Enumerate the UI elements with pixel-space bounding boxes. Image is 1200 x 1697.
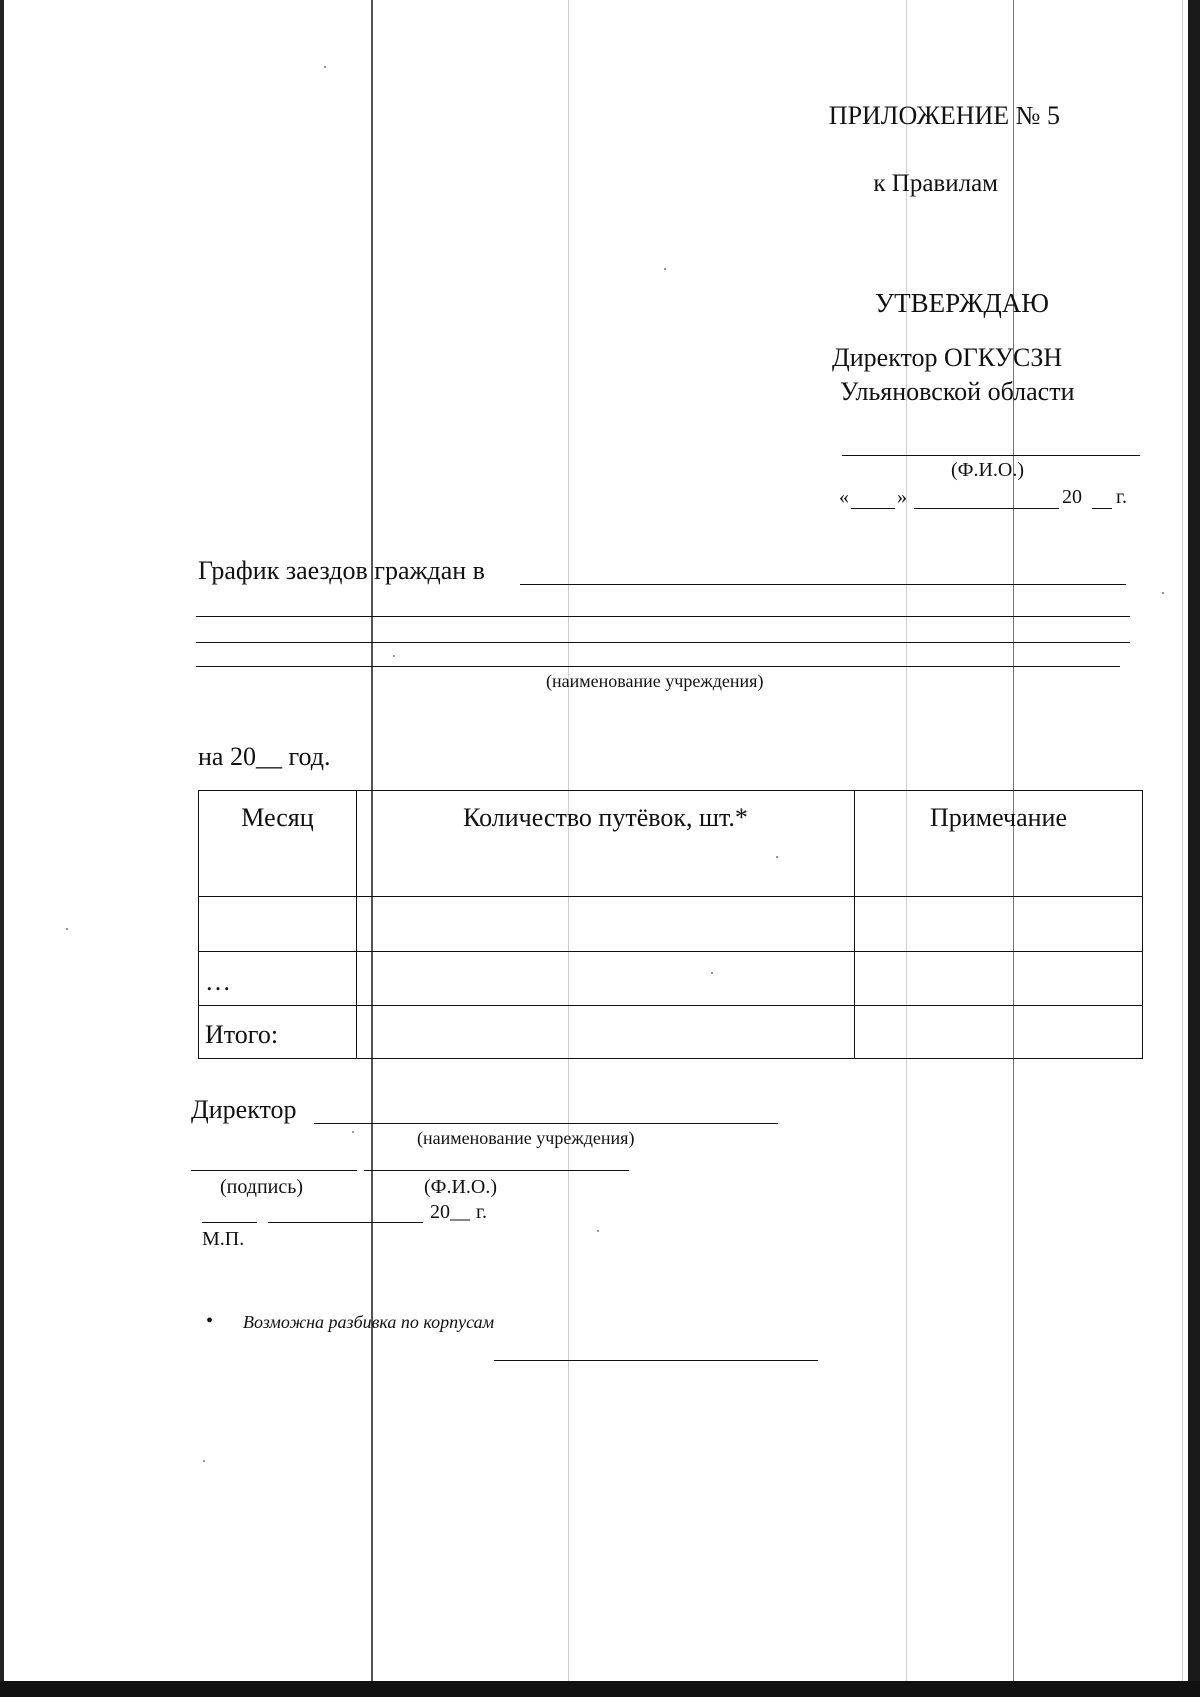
column-header-vouchers: Количество путёвок, шт.* xyxy=(357,791,855,897)
table-cell-note[interactable] xyxy=(855,897,1143,951)
fold-line-faint xyxy=(1182,0,1183,1681)
scan-speck xyxy=(393,655,395,657)
schedule-title: График заездов граждан в xyxy=(198,556,485,585)
approver-signature-line[interactable] xyxy=(842,455,1140,456)
date-close-quote: » xyxy=(897,486,907,508)
director-institution-field[interactable] xyxy=(314,1123,778,1124)
institution-name-field-line4[interactable] xyxy=(196,666,1120,667)
signature-caption: (подпись) xyxy=(220,1176,304,1198)
table-row xyxy=(199,951,1143,1005)
approver-fio-caption: (Ф.И.О.) xyxy=(951,459,1025,481)
institution-name-field[interactable] xyxy=(520,584,1126,585)
table-header-row xyxy=(199,791,1143,897)
end-divider xyxy=(494,1360,818,1361)
sign-date-month-field[interactable] xyxy=(268,1222,423,1223)
date-day-field[interactable] xyxy=(851,508,895,509)
table-cell-total-label: Итого: xyxy=(199,1005,357,1058)
table-cell-month[interactable]: … xyxy=(199,951,357,1005)
column-header-month: Месяц xyxy=(199,791,357,897)
footnote-text: Возможна разбивка по корпусам xyxy=(243,1312,495,1332)
column-header-note: Примечание xyxy=(855,791,1143,897)
director-fio-field[interactable] xyxy=(364,1170,629,1171)
institution-name-field-line3[interactable] xyxy=(196,642,1130,643)
scan-right-edge xyxy=(1188,0,1200,1697)
scan-speck xyxy=(352,1131,354,1133)
table-cell-vouchers[interactable] xyxy=(357,897,855,951)
director-label: Директор xyxy=(191,1095,297,1124)
sign-date-year: 20__ xyxy=(430,1201,470,1223)
schedule-year-line: на 20__ год. xyxy=(198,742,331,771)
table-cell-total-vouchers[interactable] xyxy=(357,1005,855,1058)
approver-title-line2: Ульяновской области xyxy=(840,377,1075,406)
appendix-title: ПРИЛОЖЕНИЕ № 5 xyxy=(828,101,1060,130)
footnote-bullet: • xyxy=(206,1310,214,1332)
rules-reference: к Правилам xyxy=(873,170,998,197)
scan-speck xyxy=(66,928,68,930)
signature-field[interactable] xyxy=(191,1170,357,1171)
table-cell-month[interactable] xyxy=(199,897,357,951)
date-open-quote: « xyxy=(839,486,849,508)
director-institution-caption: (наименование учреждения) xyxy=(417,1128,635,1148)
scan-speck xyxy=(1162,592,1164,594)
stamp-place-label: М.П. xyxy=(202,1228,245,1250)
date-year-prefix: 20 xyxy=(1062,486,1082,508)
table-total-row xyxy=(199,1005,1143,1058)
date-year-suffix: г. xyxy=(1116,486,1127,508)
table-cell-note[interactable] xyxy=(855,951,1143,1005)
institution-caption: (наименование учреждения) xyxy=(546,671,764,691)
scan-speck xyxy=(664,268,666,270)
approver-title-line1: Директор ОГКУСЗН xyxy=(832,343,1063,372)
scan-left-edge xyxy=(0,0,4,1697)
approve-heading: УТВЕРЖДАЮ xyxy=(875,288,1050,318)
date-year-field[interactable] xyxy=(1092,508,1112,509)
scan-speck xyxy=(597,1230,599,1232)
sign-date-day-field[interactable] xyxy=(202,1222,257,1223)
scan-bottom-edge xyxy=(0,1681,1200,1697)
sign-date-suffix: г. xyxy=(476,1201,487,1223)
scan-speck xyxy=(203,1460,205,1462)
date-month-field[interactable] xyxy=(914,508,1059,509)
scan-speck xyxy=(324,66,326,68)
table-cell-vouchers[interactable] xyxy=(357,951,855,1005)
table-row xyxy=(199,897,1143,951)
director-fio-caption: (Ф.И.О.) xyxy=(424,1176,498,1198)
table-cell-total-note[interactable] xyxy=(855,1005,1143,1058)
schedule-table xyxy=(198,790,1143,1059)
institution-name-field-line2[interactable] xyxy=(196,616,1130,617)
